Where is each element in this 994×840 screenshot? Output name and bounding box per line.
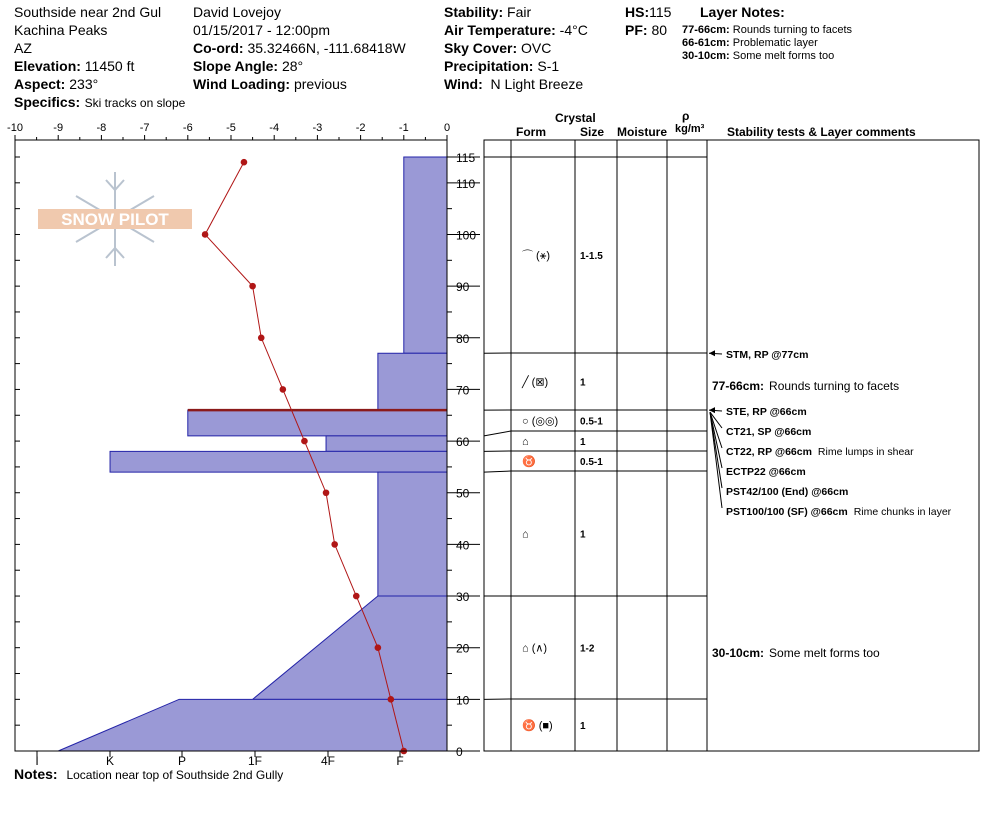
stability-test bbox=[726, 486, 848, 498]
stability-test bbox=[726, 446, 914, 458]
pf-row: PF: 80 bbox=[625, 22, 668, 38]
height-tick-label: 110 bbox=[456, 176, 476, 191]
stability-test-comment: Rime lumps in shear bbox=[817, 446, 914, 458]
stability-test bbox=[726, 466, 806, 478]
layer-comment bbox=[712, 646, 880, 660]
hardness-layer bbox=[378, 472, 447, 596]
wind-row: Wind: N Light Breeze bbox=[444, 76, 584, 92]
temperature-point bbox=[249, 283, 256, 290]
crystal-form: ⌒ (⚹) bbox=[522, 250, 550, 262]
temperature-point bbox=[331, 541, 338, 548]
test-arrow bbox=[709, 350, 715, 356]
temperature-point bbox=[388, 696, 395, 703]
density-symbol: ρ bbox=[682, 109, 690, 123]
hardness-layer bbox=[110, 451, 447, 472]
hardness-layer bbox=[253, 596, 447, 699]
temperature-point bbox=[202, 231, 209, 238]
temp-tick-label: -9 bbox=[53, 122, 64, 134]
precipitation-row: Precipitation: S-1 bbox=[444, 58, 560, 74]
hardness-layer bbox=[58, 699, 447, 751]
height-tick-label: 100 bbox=[456, 228, 477, 243]
stability-test bbox=[726, 426, 811, 438]
size-header: Size bbox=[580, 125, 605, 139]
crystal-form: ╱ (⊠) bbox=[522, 376, 549, 389]
hardness-tick-label: I bbox=[35, 754, 39, 768]
crystal-size: 1 bbox=[580, 377, 586, 389]
location-name: Southside near 2nd Gul bbox=[14, 4, 162, 20]
stability-test-result: CT22, RP @66cm bbox=[726, 446, 812, 458]
layer-comment bbox=[712, 379, 899, 393]
temperature-point bbox=[375, 644, 382, 651]
height-tick-label: 0 bbox=[456, 745, 463, 759]
elevation-row: Elevation: 11450 ft bbox=[14, 58, 135, 74]
stability-test-result: PST100/100 (SF) @66cm bbox=[726, 506, 848, 518]
layer-connector bbox=[484, 431, 511, 436]
observation-datetime: 01/15/2017 - 12:00pm bbox=[193, 22, 330, 38]
temp-tick-label: -1 bbox=[398, 122, 409, 134]
stability-test-result: CT21, SP @66cm bbox=[726, 426, 812, 438]
temp-tick-label: -3 bbox=[312, 122, 323, 134]
layer-notes-title: Layer Notes: bbox=[700, 4, 785, 20]
height-tick-label: 115 bbox=[456, 151, 476, 165]
air-temperature-row: Air Temperature: -4°C bbox=[444, 22, 588, 38]
height-tick-label: 80 bbox=[456, 331, 470, 346]
hardness-layer bbox=[326, 436, 447, 451]
temperature-point bbox=[353, 593, 360, 600]
stability-test bbox=[726, 349, 808, 361]
specifics-row: Specifics: Ski tracks on slope bbox=[14, 94, 186, 110]
height-tick-label: 60 bbox=[456, 435, 470, 450]
slope-angle-row: Slope Angle: 28° bbox=[193, 58, 304, 74]
crystal-form: ♉ bbox=[522, 456, 536, 468]
moisture-header: Moisture bbox=[617, 125, 668, 139]
temp-tick-label: -8 bbox=[96, 122, 107, 134]
temp-tick-label: -10 bbox=[7, 122, 23, 134]
layer-comment-range: 77-66cm: bbox=[712, 379, 765, 393]
temp-tick-label: -6 bbox=[182, 122, 193, 134]
height-tick-label: 20 bbox=[456, 641, 470, 656]
layer-comment-text: Rounds turning to facets bbox=[769, 379, 900, 393]
temp-tick-label: -4 bbox=[269, 122, 280, 134]
temperature-point bbox=[258, 334, 265, 341]
hardness-layer bbox=[378, 353, 447, 410]
crystal-size: 0.5-1 bbox=[580, 457, 603, 468]
hardness-layer bbox=[188, 410, 447, 436]
stability-test-result: ECTP22 @66cm bbox=[726, 466, 806, 478]
temp-tick-label: 0 bbox=[443, 122, 451, 134]
temperature-point bbox=[241, 159, 248, 166]
coordinates-row: Co-ord: 35.32466N, -111.68418W bbox=[193, 40, 406, 56]
stability-test bbox=[726, 506, 952, 518]
crystal-form: ⌂ bbox=[522, 528, 529, 541]
hardness-tick-label: F bbox=[396, 754, 404, 768]
stability-test-result: STE, RP @66cm bbox=[726, 406, 807, 418]
form-header: Form bbox=[516, 125, 546, 139]
height-tick-label: 10 bbox=[456, 693, 470, 708]
crystal-form: ⌂ (∧) bbox=[522, 642, 548, 655]
layer-note-2: 66-61cm: Problematic layer bbox=[682, 37, 818, 49]
crystal-size: 1 bbox=[580, 721, 586, 732]
temp-tick-label: -7 bbox=[139, 122, 150, 134]
crystal-header: Crystal bbox=[555, 111, 596, 125]
layer-note-3: 30-10cm: Some melt forms too bbox=[682, 50, 835, 62]
temperature-point bbox=[301, 438, 308, 445]
stability-tests-header: Stability tests & Layer comments bbox=[727, 125, 916, 139]
temperature-point bbox=[323, 489, 330, 496]
sky-cover-row: Sky Cover: OVC bbox=[444, 40, 552, 56]
crystal-form: ⌂ bbox=[522, 436, 529, 448]
height-tick-label: 50 bbox=[456, 486, 470, 501]
range-name: Kachina Peaks bbox=[14, 22, 108, 38]
hardness-tick-label: K bbox=[105, 754, 115, 768]
crystal-form: ○ (◎◎) bbox=[522, 415, 559, 428]
stability-test-comment: Rime chunks in layer bbox=[853, 506, 952, 518]
hardness-tick-label: 4F bbox=[320, 754, 336, 768]
crystal-size: 1 bbox=[580, 437, 586, 448]
logo-text: SNOW PILOT bbox=[61, 210, 169, 229]
layer-comment-range: 30-10cm: bbox=[712, 646, 765, 660]
height-tick-label: 30 bbox=[456, 590, 470, 605]
stability-test-result: STM, RP @77cm bbox=[726, 349, 809, 361]
hardness-layer bbox=[404, 157, 447, 353]
hs-row: HS:115 bbox=[625, 4, 672, 20]
wind-loading-row: Wind Loading: previous bbox=[193, 76, 347, 92]
crystal-size: 1 bbox=[580, 529, 586, 541]
stability-test-result: PST42/100 (End) @66cm bbox=[726, 486, 849, 498]
height-tick-label: 40 bbox=[456, 538, 470, 553]
temperature-point bbox=[280, 386, 287, 393]
height-tick-label: 70 bbox=[456, 383, 470, 398]
notes-row: Notes: Location near top of Southside 2nd Gully bbox=[14, 766, 284, 782]
stability-test bbox=[726, 406, 807, 418]
stability-row: Stability: Fair bbox=[444, 4, 532, 20]
hardness-tick-label: 1F bbox=[247, 754, 263, 768]
state-name: AZ bbox=[14, 40, 32, 56]
layer-comment-text: Some melt forms too bbox=[769, 646, 880, 660]
crystal-size: 1-1.5 bbox=[580, 251, 603, 262]
crystal-form: ♉ (■) bbox=[522, 720, 553, 732]
snowpilot-logo bbox=[38, 172, 192, 266]
temp-tick-label: -2 bbox=[355, 122, 366, 134]
temp-tick-label: -5 bbox=[226, 122, 236, 134]
layer-note-1: 77-66cm: Rounds turning to facets bbox=[682, 24, 853, 36]
observer-name: David Lovejoy bbox=[193, 4, 281, 20]
density-unit: kg/m³ bbox=[675, 123, 705, 135]
layer-connector bbox=[484, 471, 511, 472]
crystal-size: 0.5-1 bbox=[580, 416, 603, 428]
aspect-row: Aspect: 233° bbox=[14, 76, 99, 92]
crystal-size: 1-2 bbox=[580, 643, 595, 655]
height-tick-label: 90 bbox=[456, 280, 470, 295]
hardness-tick-label: P bbox=[177, 754, 187, 768]
